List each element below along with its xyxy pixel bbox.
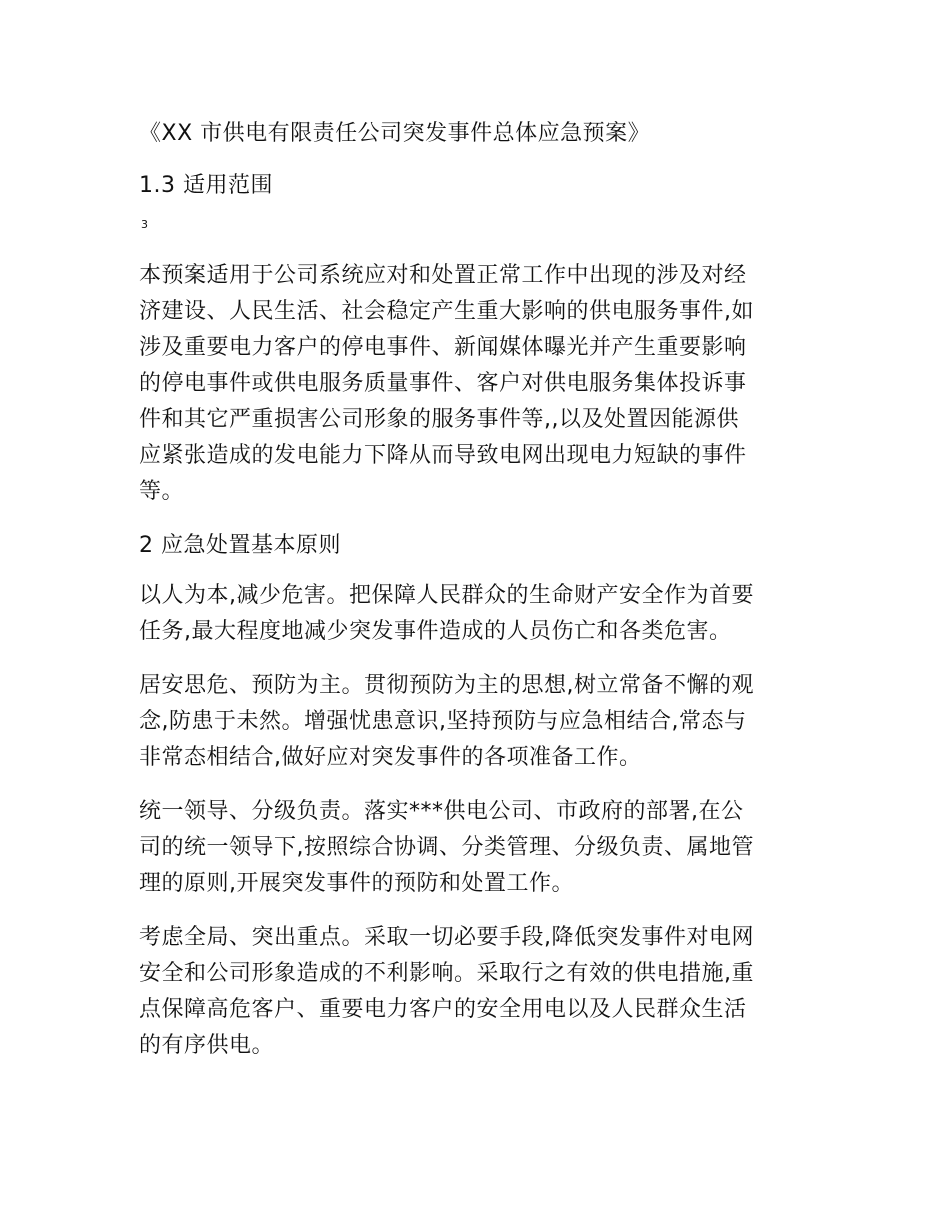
paragraph-line: 济建设、人民生活、社会稳定产生重大影响的供电服务事件,如: [139, 299, 754, 324]
section-heading-principles: 2 应急处置基本原则: [139, 533, 341, 558]
document-title: 《XX 市供电有限责任公司突发事件总体应急预案》: [139, 121, 651, 146]
principle-paragraph-overall-priority: [139, 920, 819, 1064]
paragraph-line: 居安思危、预防为主。贯彻预防为主的思想,树立常备不懈的观: [139, 673, 754, 698]
paragraph-line: 的有序供电。: [139, 1033, 275, 1058]
principle-paragraph-people-first: [139, 578, 819, 650]
paragraph-line: 等。: [139, 479, 185, 504]
paragraph-line: 司的统一领导下,按照综合协调、分类管理、分级负责、属地管: [139, 835, 754, 860]
paragraph-line: 涉及重要电力客户的停电事件、新闻媒体曝光并产生重要影响: [139, 335, 747, 360]
paragraph-line: 件和其它严重损害公司形象的服务事件等,,以及处置因能源供: [139, 407, 739, 432]
paragraph-line: 以人为本,减少危害。把保障人民群众的生命财产安全作为首要: [139, 583, 754, 608]
paragraph-line: 本预案适用于公司系统应对和处置正常工作中出现的涉及对经: [139, 263, 747, 288]
section-heading-scope: 1.3 适用范围: [139, 173, 273, 198]
page-number: 3: [141, 218, 148, 231]
document-body: [139, 116, 819, 1082]
paragraph-line: 安全和公司形象造成的不利影响。采取行之有效的供电措施,重: [139, 961, 754, 986]
paragraph-line: 理的原则,开展突发事件的预防和处置工作。: [139, 871, 574, 896]
principle-paragraph-unified-leadership: [139, 794, 819, 902]
scope-paragraph: [139, 258, 819, 510]
paragraph-line: 非常态相结合,做好应对突发事件的各项准备工作。: [139, 745, 642, 770]
paragraph-line: 念,防患于未然。增强忧患意识,坚持预防与应急相结合,常态与: [139, 709, 747, 734]
paragraph-line: 应紧张造成的发电能力下降从而导致电网出现电力短缺的事件: [139, 443, 747, 468]
paragraph-line: 点保障高危客户、重要电力客户的安全用电以及人民群众生活: [139, 997, 747, 1022]
paragraph-line: 任务,最大程度地减少突发事件造成的人员伤亡和各类危害。: [139, 619, 732, 644]
paragraph-line: 统一领导、分级负责。落实***供电公司、市政府的部署,在公: [139, 799, 744, 824]
principle-paragraph-prevention: [139, 668, 819, 776]
paragraph-line: 考虑全局、突出重点。采取一切必要手段,降低突发事件对电网: [139, 925, 754, 950]
paragraph-line: 的停电事件或供电服务质量事件、客户对供电服务集体投诉事: [139, 371, 747, 396]
